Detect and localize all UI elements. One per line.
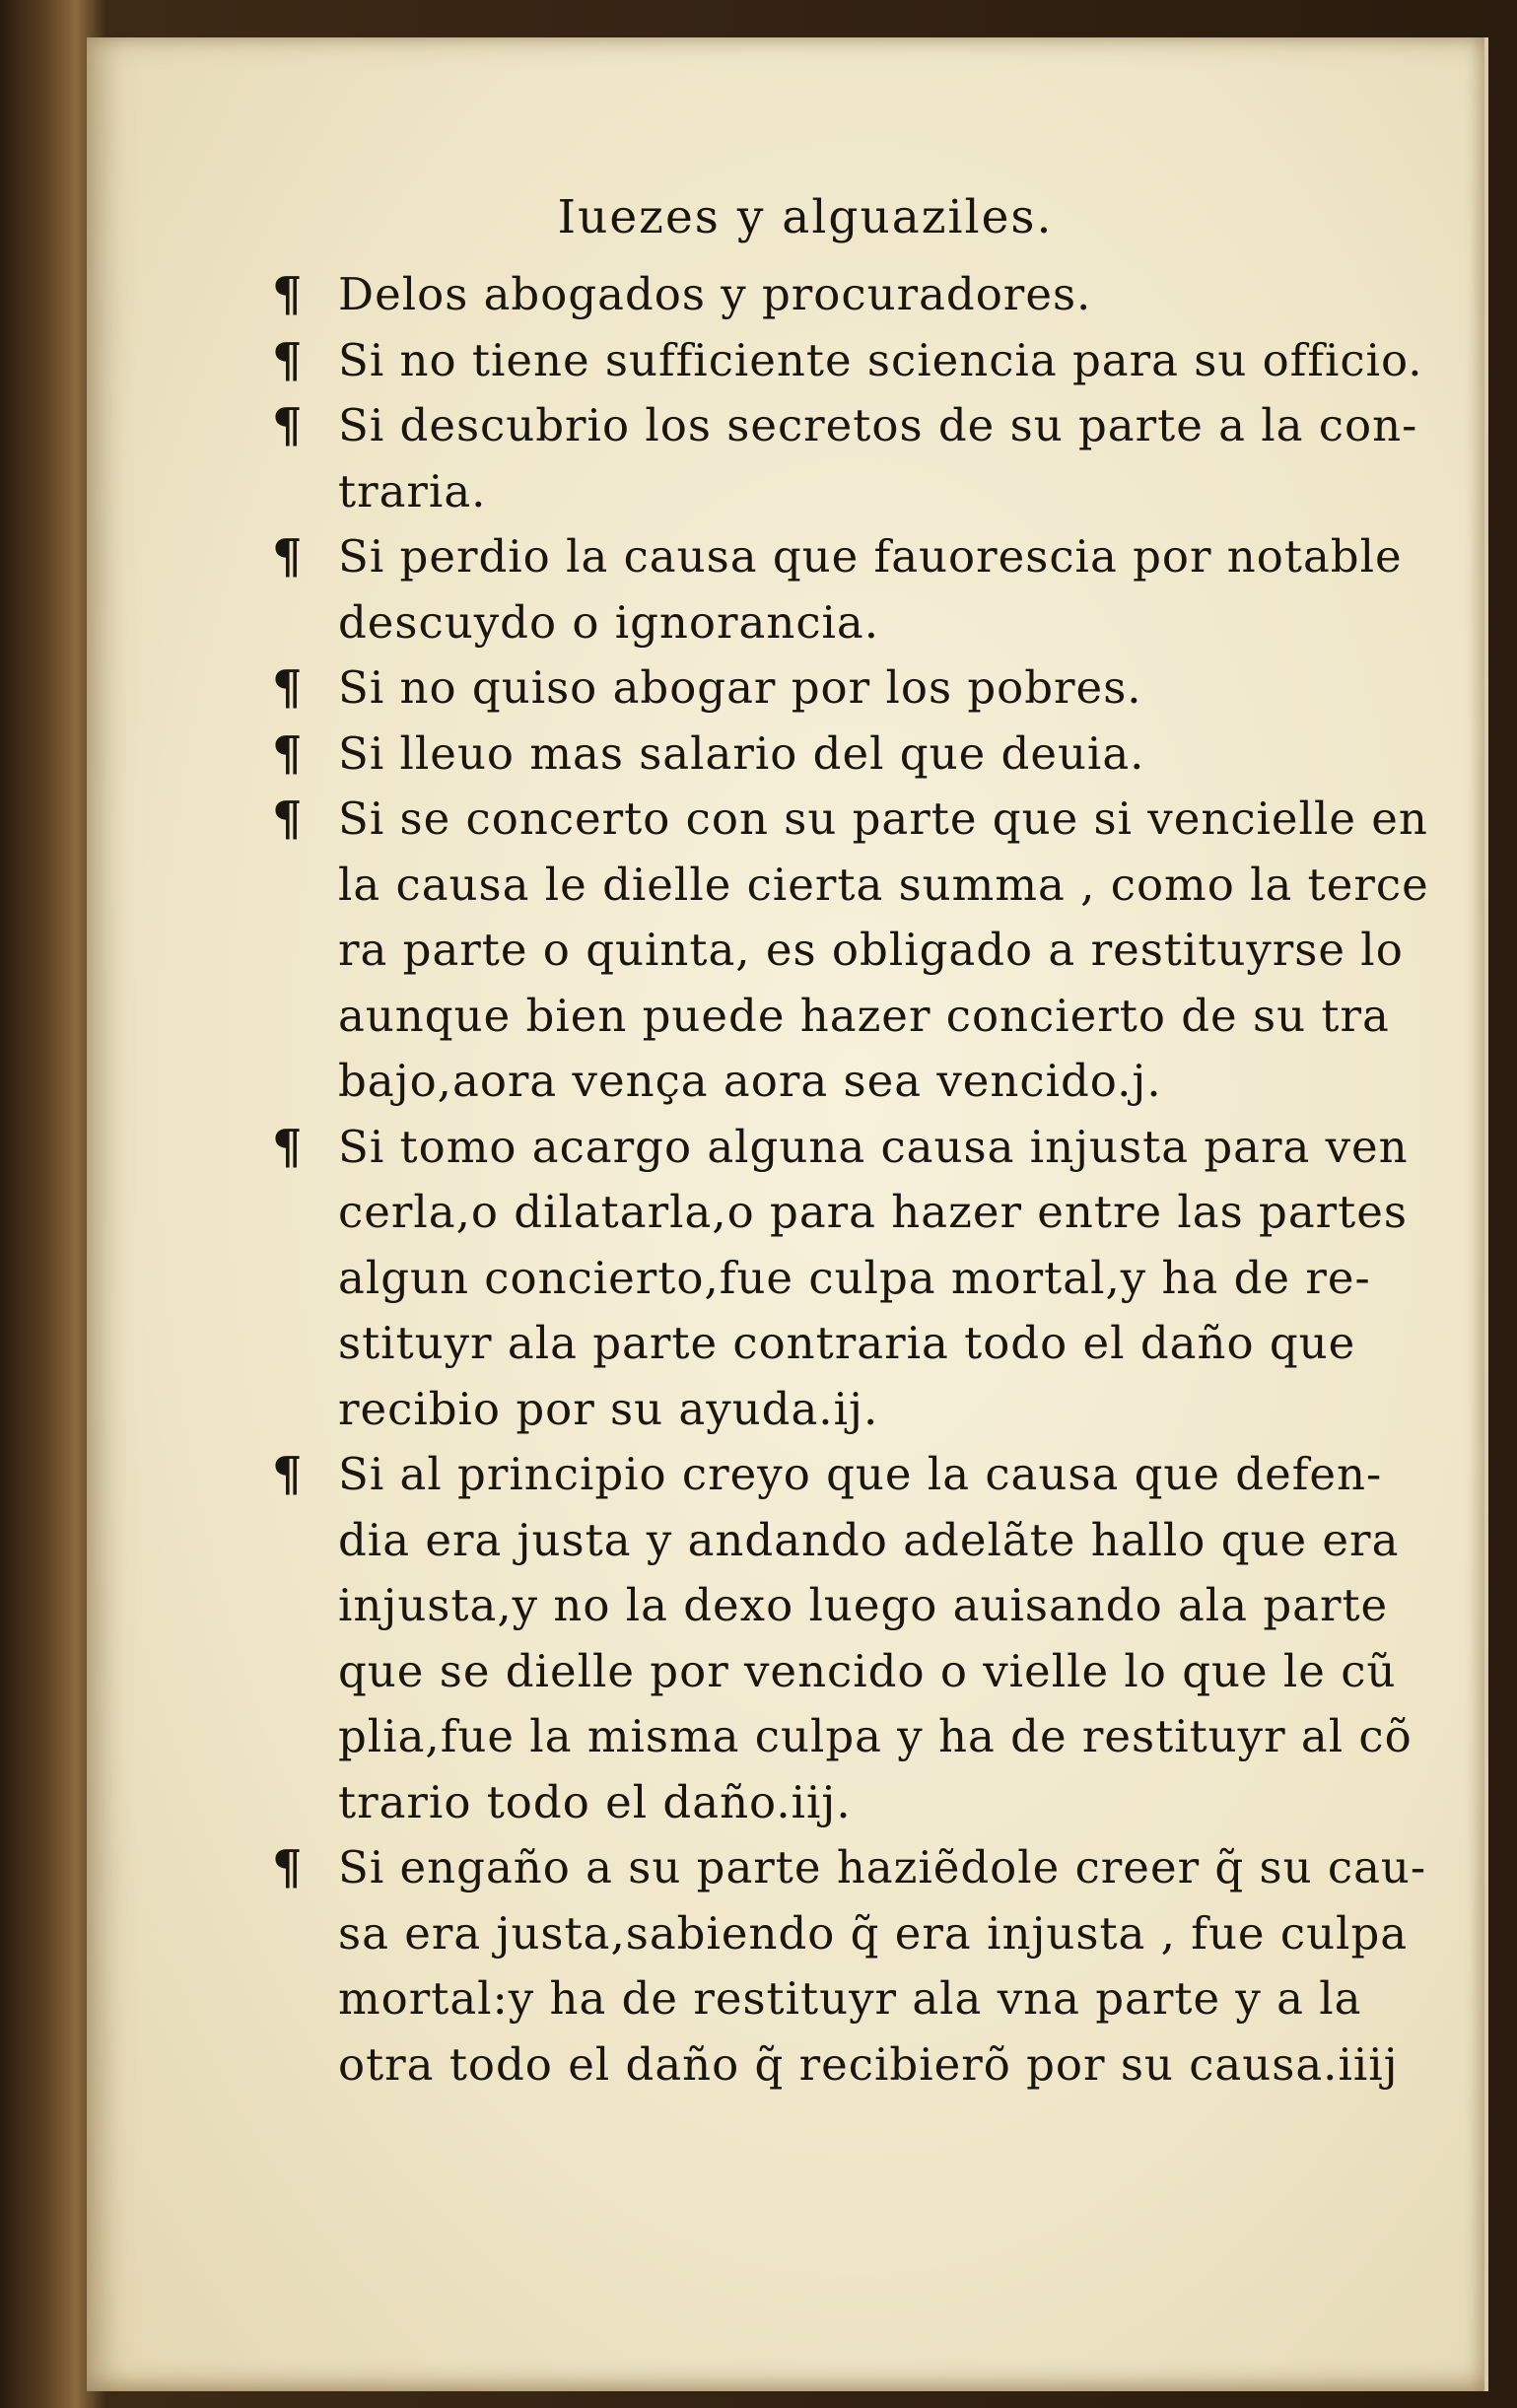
- entry-line: injusta,y no la dexo luego auisando ala parte: [338, 1579, 1389, 1631]
- pilcrow-icon: ¶: [272, 398, 304, 453]
- entry-line: ra parte o quinta, es obligado a restituyrse lo: [338, 924, 1404, 976]
- entry-item: [272, 655, 1517, 722]
- entry-line: algun concierto,fue culpa mortal,y ha de re-: [338, 1251, 1371, 1304]
- entry-line: cerla,o dilatarla,o para hazer entre las partes: [338, 1186, 1408, 1238]
- entry-line: stituyr ala parte contraria todo el daño que: [338, 1317, 1356, 1369]
- entry-line: trario todo el daño.iij.: [338, 1775, 852, 1828]
- entry-item: [272, 328, 1517, 394]
- entry-line: Si al principio creyo que la causa que defen-: [338, 1448, 1383, 1500]
- pilcrow-icon: ¶: [272, 791, 304, 847]
- entry-line: Si engaño a su parte haziẽdole creer q̃ su cau-: [338, 1841, 1427, 1893]
- pilcrow-icon: ¶: [272, 1840, 304, 1895]
- entry-line: traria.: [338, 464, 487, 517]
- entry-item: [272, 722, 1517, 788]
- entry-line: Si descubrio los secretos de su parte a la con-: [338, 399, 1418, 451]
- entry-line: Si lleuo mas salario del que deuia.: [338, 726, 1145, 780]
- entry-line: sa era justa,sabiendo q̃ era injusta , fue culpa: [338, 1906, 1409, 1960]
- running-head: Iuezes y alguaziles.: [557, 190, 1054, 244]
- pilcrow-icon: ¶: [272, 332, 304, 388]
- entry-line: mortal:y ha de restituyr ala vna parte y a la: [338, 1972, 1362, 2025]
- pilcrow-icon: ¶: [272, 1447, 304, 1502]
- pilcrow-icon: ¶: [272, 1119, 304, 1175]
- pilcrow-icon: ¶: [272, 660, 304, 716]
- entry-line: que se dielle por vencido o vielle lo que le cũ: [338, 1644, 1397, 1697]
- entry-line: recibio por su ayuda.ij.: [338, 1382, 879, 1435]
- entry-line: Si perdio la causa que fauorescia por notable: [338, 530, 1403, 583]
- entry-line: plia,fue la misma culpa y ha de restituyr al cõ: [338, 1710, 1413, 1762]
- entry-list: [272, 262, 1517, 2098]
- entry-item: [272, 1835, 1517, 2098]
- entry-item: [272, 1115, 1517, 1443]
- entry-line: Delos abogados y procuradores.: [338, 268, 1092, 320]
- entry-item: [272, 787, 1517, 1115]
- entry-line: bajo,aora vença aora sea vencido.j.: [338, 1055, 1162, 1107]
- entry-line: Si se concerto con su parte que si vencielle en: [338, 792, 1428, 845]
- entry-line: Si tomo acargo alguna causa injusta para ven: [338, 1120, 1409, 1173]
- pilcrow-icon: ¶: [272, 725, 304, 782]
- book-page: [87, 37, 1488, 2391]
- entry-line: Si no quiso abogar por los pobres.: [338, 661, 1142, 714]
- pilcrow-icon: ¶: [272, 529, 304, 585]
- entry-heading: [272, 262, 1517, 328]
- entry-item: [272, 524, 1517, 655]
- entry-line: dia era justa y andando adelãte hallo que era: [338, 1513, 1400, 1566]
- entry-line: la causa le dielle cierta summa , como la terce: [338, 858, 1429, 911]
- entry-item: [272, 1442, 1517, 1835]
- entry-line: otra todo el daño q̃ recibierõ por su causa.iiij: [338, 2037, 1399, 2091]
- entry-line: descuydo o ignorancia.: [338, 595, 880, 649]
- entry-item: [272, 393, 1517, 524]
- entry-line: Si no tiene sufficiente sciencia para su officio.: [338, 333, 1423, 386]
- pilcrow-icon: ¶: [272, 267, 304, 322]
- entry-line: aunque bien puede hazer concierto de su tra: [338, 989, 1390, 1042]
